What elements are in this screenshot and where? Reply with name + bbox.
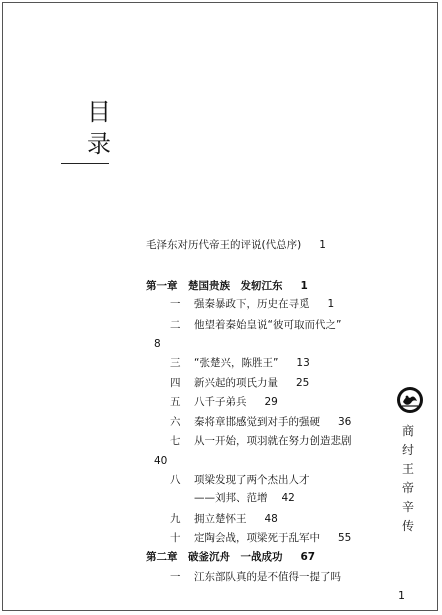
side-title-char: 王 — [401, 462, 414, 476]
entry-page: 1 — [319, 239, 326, 251]
entry-text: 秦将章邯感觉到对手的强硬 — [194, 416, 320, 428]
side-title-char: 辛 — [401, 500, 414, 514]
entry-page: 1 — [300, 280, 308, 292]
toc-entry-preface[interactable] — [146, 238, 326, 252]
toc-section-1-4[interactable] — [170, 376, 309, 390]
entry-index: 二 — [170, 319, 181, 331]
toc-section-1-5[interactable] — [170, 395, 278, 409]
entry-page: 55 — [338, 532, 352, 544]
title-char-2: 录 — [87, 130, 111, 158]
toc-section-1-1[interactable] — [170, 297, 334, 311]
entry-page: 29 — [264, 396, 278, 408]
entry-text: 从一开始，项羽就在努力创造悲剧 — [194, 435, 352, 447]
entry-text: 八千子弟兵 — [194, 396, 247, 408]
entry-index: 八 — [170, 474, 181, 486]
entry-text: 项梁发现了两个杰出人才 — [194, 474, 310, 486]
title-char-1: 目 — [87, 98, 111, 126]
entry-index: 六 — [170, 416, 181, 428]
entry-index: 三 — [170, 357, 181, 369]
entry-text: 强秦暴政下，历史在寻觅 — [194, 298, 310, 310]
entry-text: 第二章 破釜沉舟 一战成功 — [146, 551, 283, 563]
entry-text: “张楚兴，陈胜王” — [194, 357, 279, 369]
side-book-title — [397, 422, 419, 536]
entry-index: 七 — [170, 435, 181, 447]
entry-index: 十 — [170, 532, 181, 544]
toc-section-1-10[interactable] — [170, 531, 351, 545]
entry-page: 48 — [264, 513, 278, 525]
toc-section-1-9[interactable] — [170, 512, 278, 526]
entry-text: 毛泽东对历代帝王的评说(代总序) — [146, 239, 302, 251]
toc-section-1-2[interactable] — [170, 318, 341, 332]
toc-chapter-2[interactable] — [146, 550, 315, 564]
entry-index: 四 — [170, 377, 181, 389]
title-divider — [61, 163, 109, 164]
entry-page: 25 — [296, 377, 310, 389]
toc-section-1-7[interactable] — [170, 434, 352, 448]
entry-text: 他望着秦始皇说“彼可取而代之” — [194, 319, 342, 331]
entry-text: 江东部队真的是不值得一提了吗 — [194, 571, 341, 583]
page-number: 1 — [398, 589, 405, 602]
side-title-char: 商 — [401, 424, 414, 438]
toc-section-1-6[interactable] — [170, 415, 351, 429]
toc-section-1-3[interactable] — [170, 356, 310, 370]
toc-section-2-1[interactable] — [170, 570, 341, 584]
entry-page: 13 — [296, 357, 310, 369]
side-title-char: 传 — [401, 519, 414, 533]
entry-index: 一 — [170, 571, 181, 583]
side-title-char: 纣 — [401, 443, 414, 457]
side-title-char: 帝 — [401, 481, 414, 495]
toc-section-1-8[interactable] — [170, 473, 310, 487]
entry-page: 40 — [154, 455, 168, 467]
seal-emblem-icon — [396, 386, 424, 414]
entry-page: 67 — [300, 551, 316, 563]
toc-chapter-1[interactable] — [146, 279, 308, 293]
entry-page: 1 — [327, 298, 335, 310]
entry-text: 第一章 楚国贵族 发轫江东 — [146, 280, 283, 292]
entry-page: 42 — [281, 492, 295, 504]
entry-text: 新兴起的项氏力量 — [194, 377, 278, 389]
entry-page: 8 — [154, 338, 161, 350]
toc-section-1-8-cont — [194, 491, 295, 505]
entry-text-2: ——刘邦、范增 — [194, 492, 268, 504]
entry-page: 36 — [338, 416, 352, 428]
entry-text: 拥立楚怀王 — [194, 513, 247, 525]
entry-index: 五 — [170, 396, 181, 408]
page-title — [84, 96, 114, 160]
entry-text: 定陶会战，项梁死于乱军中 — [194, 532, 320, 544]
entry-index: 九 — [170, 513, 181, 525]
entry-index: 一 — [170, 298, 181, 310]
